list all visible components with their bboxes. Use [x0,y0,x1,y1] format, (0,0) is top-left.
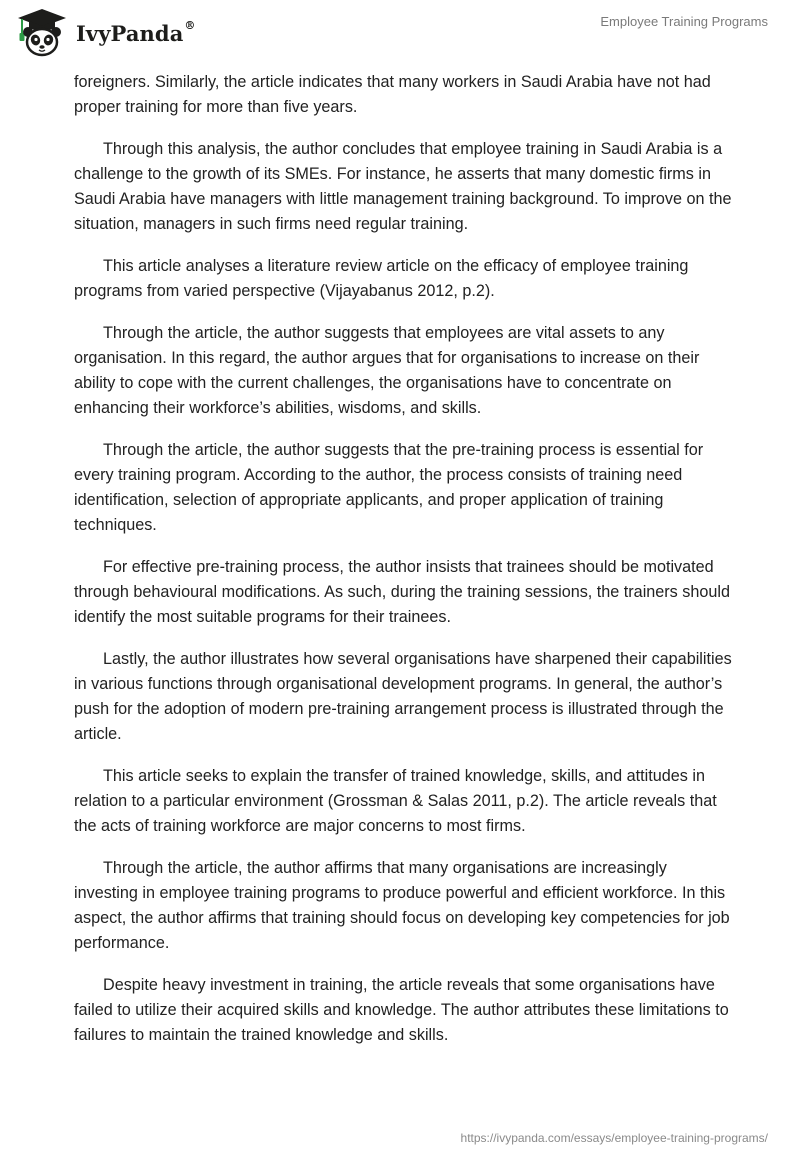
panda-graduation-cap-icon [14,8,70,58]
paragraph: Through the article, the author suggests that employees are vital assets to any organisation. In this regard, the author argues that for organisations to increase on their ability to cope with the current challenges, the organisations have to concentrate on enhancing their workforce’s abilities, wisdoms, and skills. [74,324,700,417]
paragraph: Through the article, the author suggests that the pre-training process is essential for every training program. According to the author, the process consists of training need identification, selection of appropriate applicants, and proper application of training techniques. [74,441,704,534]
paragraph: foreigners. Similarly, the article indicates that many workers in Saudi Arabia have not had proper training for more than five years. [74,73,711,116]
paragraph: Through this analysis, the author concludes that employee training in Saudi Arabia is a challenge to the growth of its SMEs. For instance, he asserts that many domestic firms in Saudi Arabia have managers with little management training background. To improve on the situation, managers in such firms need regular training. [74,140,732,233]
brand-logo[interactable] [14,8,196,58]
page-header [0,0,800,66]
registered-mark: ® [184,18,196,32]
document-title: Employee Training Programs [600,14,768,29]
brand-name [76,18,196,46]
paragraph: This article seeks to explain the transfer of trained knowledge, skills, and attitudes in relation to a particular environment (Grossman & Salas 2011, p.2). The article reveals that the acts of training workforce are major concerns to most firms. [74,767,717,835]
brand-name-text: IvyPanda [76,20,184,46]
source-url[interactable]: https://ivypanda.com/essays/employee-training-programs/ [460,1131,768,1145]
paragraph: Through the article, the author affirms that many organisations are increasingly investing in employee training programs to produce powerful and efficient workforce. In this aspect, the author affirms that training should focus on developing key competencies for job performance. [74,859,730,952]
paragraph: Despite heavy investment in training, the article reveals that some organisations have failed to utilize their acquired skills and knowledge. The author attributes these limitations to failures to maintain the trained knowledge and skills. [74,976,729,1044]
paragraph: For effective pre-training process, the author insists that trainees should be motivated through behavioural modifications. As such, during the training sessions, the trainers should identify the most suitable programs for their trainees. [74,558,730,626]
essay-body [74,70,734,1065]
paragraph: Lastly, the author illustrates how several organisations have sharpened their capabilities in various functions through organisational development programs. In general, the author’s push for the adoption of modern pre-training arrangement process is illustrated through the article. [74,650,732,743]
paragraph: This article analyses a literature review article on the efficacy of employee training programs from varied perspective (Vijayabanus 2012, p.2). [74,257,689,300]
